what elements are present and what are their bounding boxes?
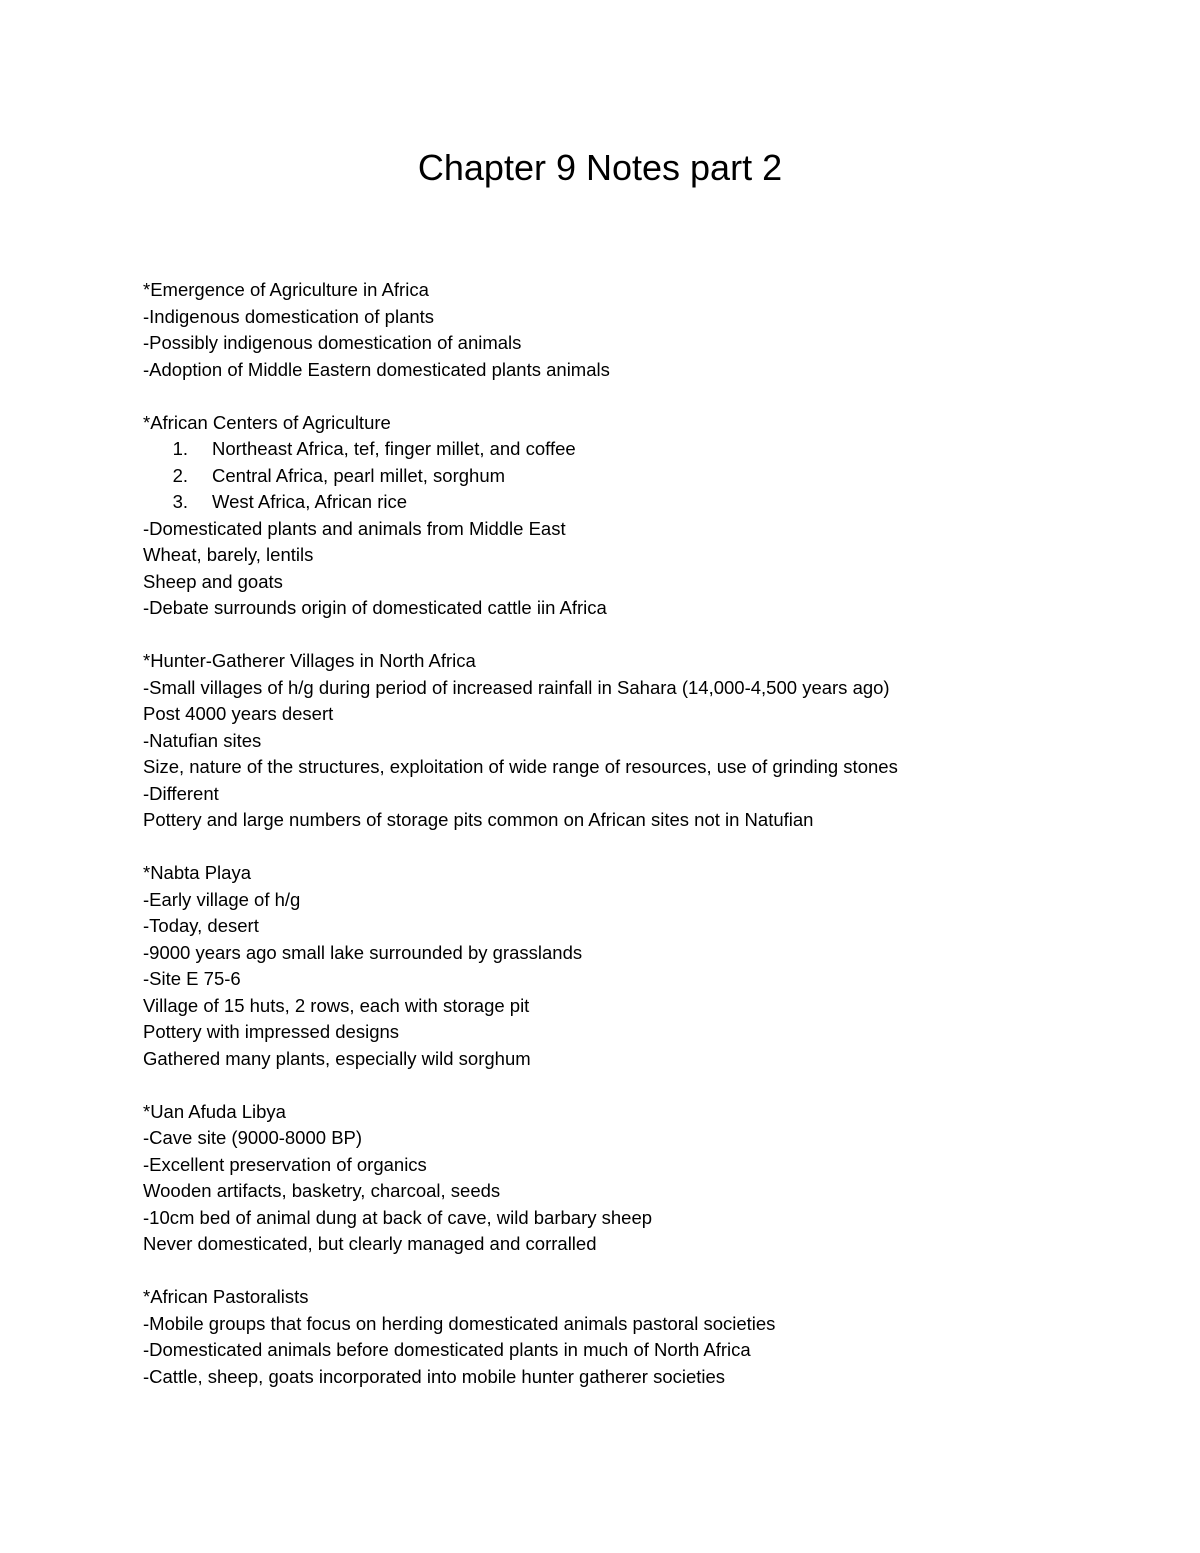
note-line: -Mobile groups that focus on herding domesticated animals pastoral societies [143,1312,776,1334]
note-line: Post 4000 years desert [143,703,334,724]
note-line: Size, nature of the structures, exploitation of wide range of resources, use of grinding stones [143,756,898,777]
item-number: 3. [172,491,188,512]
note-line: -Adoption of Middle Eastern domesticated plants animals [143,358,610,380]
note-line: -Possibly indigenous domestication of animals [143,332,522,353]
section-heading: *Uan Afuda Libya [143,1100,286,1122]
note-line: -Small villages of h/g during period of increased rainfall in Sahara (14,000-4,500 years ago) [143,676,890,698]
note-line: Pottery and large numbers of storage pits common on African sites not in Natufian [143,809,814,830]
blank-line [143,1072,1143,1099]
note-line: -Debate surrounds origin of domesticated cattle iin Africa [143,597,607,618]
note-line: -Cattle, sheep, goats incorporated into mobile hunter gatherer societies [143,1365,726,1387]
blank-line [143,834,1143,861]
item-text: West Africa, African rice [212,491,407,512]
note-line: Never domesticated, but clearly managed and corralled [143,1233,597,1254]
note-line: -Early village of h/g [143,888,301,910]
section-uan-afuda [143,1099,1143,1258]
note-line: Pottery with impressed designs [143,1021,400,1042]
section-heading: *Nabta Playa [143,862,251,883]
note-line: Gathered many plants, especially wild sorghum [143,1047,531,1069]
section-nabta-playa [143,860,1143,1072]
item-number: 2. [172,464,188,486]
note-line: -10cm bed of animal dung at back of cave, wild barbary sheep [143,1206,653,1228]
note-line: Sheep and goats [143,570,283,592]
section-heading: *African Centers of Agriculture [143,411,391,433]
item-number: 1. [172,438,188,459]
section-heading: *African Pastoralists [143,1286,309,1307]
blank-line [143,383,1143,410]
note-line: -Cave site (9000-8000 BP) [143,1127,363,1148]
numbered-item [143,489,1143,516]
section-heading: *Emergence of Agriculture in Africa [143,279,429,300]
page-title: Chapter 9 Notes part 2 [417,147,783,188]
note-line: Wheat, barely, lentils [143,544,314,565]
note-line: -Different [143,782,219,804]
section-emergence [143,277,1143,383]
note-line: -Domesticated plants and animals from Middle East [143,517,566,539]
item-text: Northeast Africa, tef, finger millet, and coffee [212,438,576,459]
notes-body [143,277,1143,1390]
section-hunter-gatherer [143,648,1143,834]
section-centers [143,410,1143,622]
section-pastoralists [143,1284,1143,1390]
note-line: -Indigenous domestication of plants [143,305,435,327]
note-line: -Today, desert [143,915,259,936]
note-line: -Domesticated animals before domesticated plants in much of North Africa [143,1339,751,1360]
note-line: Wooden artifacts, basketry, charcoal, seeds [143,1180,501,1201]
note-line: -Excellent preservation of organics [143,1153,427,1175]
note-line: -Site E 75-6 [143,968,241,989]
note-line: -Natufian sites [143,729,262,751]
blank-line [143,622,1143,649]
numbered-item [143,463,1143,490]
note-line: -9000 years ago small lake surrounded by grasslands [143,941,583,963]
numbered-item [143,436,1143,463]
note-line: Village of 15 huts, 2 rows, each with storage pit [143,994,530,1016]
section-heading: *Hunter-Gatherer Villages in North Africa [143,650,476,671]
item-text: Central Africa, pearl millet, sorghum [212,464,506,486]
blank-line [143,1258,1143,1285]
